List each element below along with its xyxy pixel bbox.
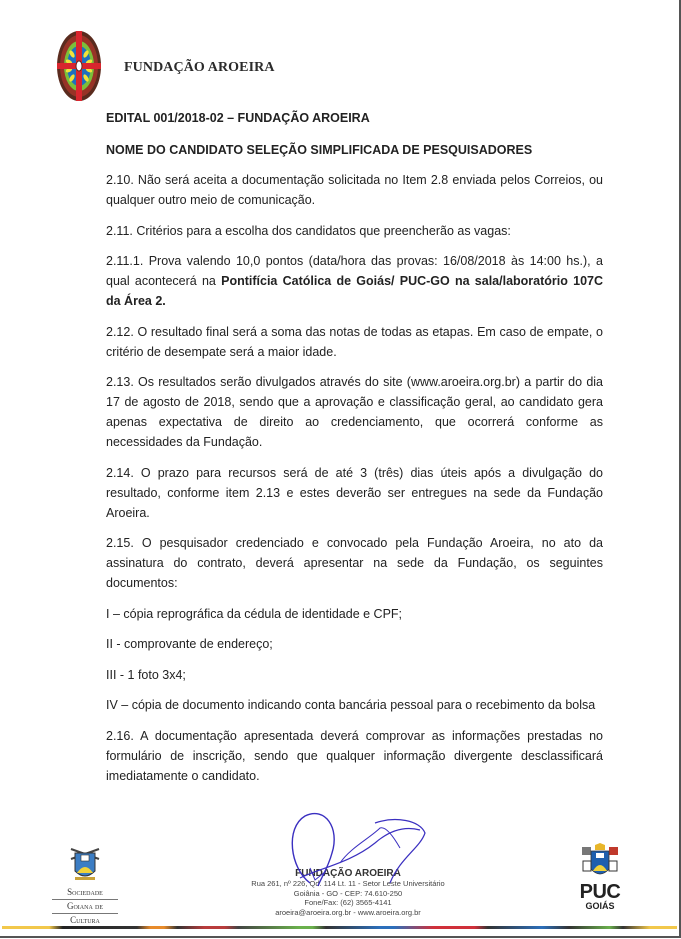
list-item-iii: III - 1 foto 3x4;	[106, 667, 186, 682]
exam-location: Pontifícia Católica de Goiás/ PUC-GO na sala/laboratório 107C da Área 2.	[106, 274, 604, 308]
paragraph-2-11: 2.11. Critérios para a escolha dos candidatos que preencherão as vagas:	[106, 223, 511, 238]
sociedade-goiana-crest-icon	[65, 845, 105, 885]
paragraph-2-12: 2.12. O resultado final será a soma das notas de todas as etapas. Em caso de empate, o critério de desempate será a maior idade.	[106, 324, 603, 359]
footer-address: Rua 261, nº 226, Qd. 114 Lt. 11 - Setor Leste Universitário	[251, 879, 445, 888]
organization-name: FUNDAÇÃO AROEIRA	[124, 60, 275, 75]
fundacao-aroeira-emblem-icon	[56, 30, 102, 102]
sociedade-goiana-logo	[52, 845, 118, 928]
paragraph-2-11-1-text: 2.11.1. Prova valendo 10,0 pontos (data/hora das provas: 16/08/2018 às 14:00 hs.), a qual acontecerá na	[106, 254, 603, 288]
sgc-line-1: Sociedade	[52, 887, 118, 900]
puc-goias-crest-icon	[580, 843, 620, 883]
goias-brand: GOIÁS	[585, 901, 615, 911]
paragraph-2-16: 2.16. A documentação apresentada deverá comprovar as informações prestadas no formulário de inscrição, sendo que qualquer informação divergente desclassificará imediatamente o candidato.	[106, 728, 603, 783]
puc-goias-logo	[572, 843, 628, 911]
footer-phone: Fone/Fax: (62) 3565-4141	[304, 898, 392, 907]
paragraph-2-15: 2.15. O pesquisador credenciado e convocado pela Fundação Aroeira, no ato da assinatura do contrato, deverá apresentar na sede da Fundação, os seguintes documentos:	[106, 536, 603, 590]
sgc-line-3: Cultura	[70, 915, 100, 925]
list-item-iv: IV – cópia de documento indicando conta bancária pessoal para o recebimento da bolsa	[106, 698, 596, 712]
list-item-i: I – cópia reprográfica da cédula de identidade e CPF;	[106, 606, 403, 621]
list-item-ii: II - comprovante de endereço;	[106, 637, 273, 651]
document-body	[106, 110, 603, 796]
paragraph-2-11-1	[106, 251, 603, 311]
footer-color-stripe	[2, 926, 677, 929]
paragraph-2-14: 2.14. O prazo para recursos será de até 3 (três) dias úteis após a divulgação do resultado, conforme item 2.13 e estes deverão ser entregues na sede da Fundação Aroeira.	[106, 465, 603, 520]
paragraph-2-10: 2.10. Não será aceita a documentação solicitada no Item 2.8 enviada pelos Correios, ou qualquer outro meio de comunicação.	[106, 173, 603, 207]
footer-city: Goiânia - GO - CEP: 74.610-250	[293, 888, 403, 898]
document-subtitle: NOME DO CANDIDATO SELEÇÃO SIMPLIFICADA DE PESQUISADORES	[106, 143, 533, 157]
sgc-line-2: Goiana de	[52, 901, 118, 914]
puc-brand: PUC	[579, 881, 621, 903]
document-title: EDITAL 001/2018-02 – FUNDAÇÃO AROEIRA	[106, 111, 370, 125]
paragraph-2-13: 2.13. Os resultados serão divulgados através do site (www.aroeira.org.br) a partir do dia 17 de agosto de 2018, sendo que a aprovação e classificação geral, ao candidato gera apenas expectativa de direito ao credenciamento, que ocorrerá conforme as necessidades da Fundação.	[106, 375, 603, 449]
foundation-address-block	[228, 868, 468, 917]
footer-org-name: FUNDAÇÃO AROEIRA	[295, 868, 401, 879]
footer-contact: aroeira@aroeira.org.br - www.aroeira.org.br	[275, 907, 421, 917]
